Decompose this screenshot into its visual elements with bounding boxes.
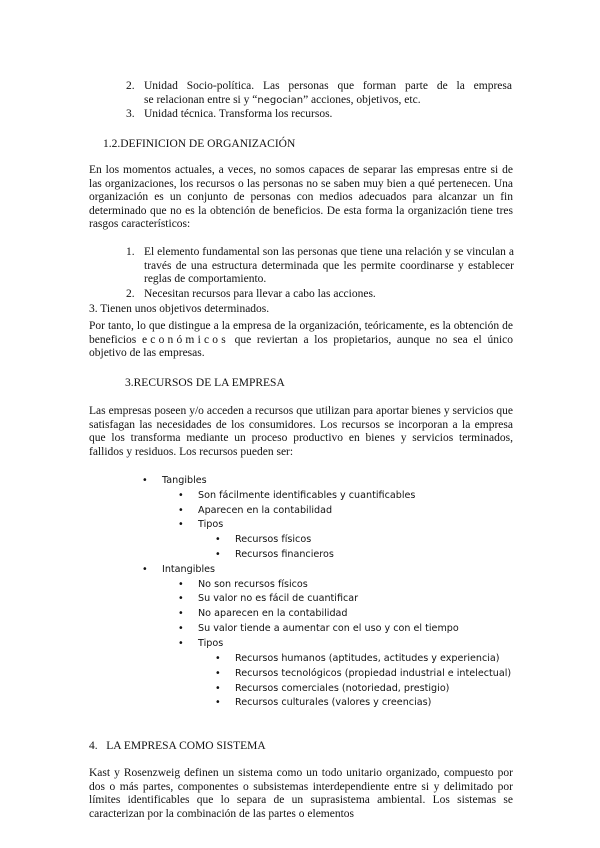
list-item-label: Recursos culturales (valores y creencias): [235, 697, 432, 708]
paragraph-organizacion: En los momentos actuales, a veces, no somos capaces de separar las empresas entre si de las organizaciones, los recursos o las personas no se saben muy bien a qué pertenecen. Una organización es un conjunto de personas con medios adecuados para alcanzar un fin determinado que no es la obtención de beneficios. De esta forma la organización tiene tres rasgos característicos:: [89, 164, 513, 231]
bullet-icon: •: [178, 608, 184, 619]
bullet-icon: •: [178, 638, 184, 649]
list-item-label: No son recursos físicos: [198, 579, 308, 590]
bullet-icon: •: [215, 697, 221, 708]
text-segment: se relacionan entre si y “: [144, 93, 258, 106]
bullet-icon: •: [178, 490, 184, 501]
section-heading: 3.RECURSOS DE LA EMPRESA: [125, 377, 285, 389]
list-item-label: Tipos: [198, 638, 224, 649]
bullet-icon: •: [178, 519, 184, 530]
section-heading: 4. LA EMPRESA COMO SISTEMA: [89, 740, 266, 752]
list-item-label: Intangibles: [162, 564, 216, 575]
list-item-label: Recursos comerciales (notoriedad, prestigio): [235, 683, 450, 694]
list-item-label: Recursos tecnológicos (propiedad industrial e intelectual): [235, 668, 512, 679]
text-segment: ” acciones, objetivos, etc.: [303, 93, 421, 106]
text-segment: Por tanto, lo que distingue a la empresa de la organización, teóricamente, es la obtención de beneficios: [89, 320, 513, 346]
bullet-icon: •: [142, 475, 148, 486]
list-item-objetivos: 3. Tienen unos objetivos determinados.: [89, 303, 270, 315]
list-item-label: Son fácilmente identificables y cuantificables: [198, 490, 416, 501]
list-number: 1.: [126, 246, 135, 258]
bullet-icon: •: [215, 668, 221, 679]
list-number: 3.: [126, 108, 135, 120]
text-segment: que reviertan a los propietarios, aunque no sea el único objetivo de las empresas.: [89, 333, 513, 360]
bullet-icon: •: [178, 579, 184, 590]
list-item-label: Recursos humanos (aptitudes, actitudes y experiencia): [235, 653, 500, 664]
bullet-icon: •: [215, 549, 221, 560]
bullet-icon: •: [215, 683, 221, 694]
list-item-text: El elemento fundamental son las personas que tiene una relación y se vinculan a través de una estructura determinada que les permite coordinarse y establecer reglas de comportamiento.: [144, 246, 514, 286]
bullet-icon: •: [142, 564, 148, 575]
spaced-word: económicos: [141, 333, 229, 346]
bullet-icon: •: [178, 623, 184, 634]
list-item-text: Necesitan recursos para llevar a cabo las acciones.: [144, 288, 376, 300]
bullet-icon: •: [178, 505, 184, 516]
list-item-label: No aparecen en la contabilidad: [198, 608, 348, 619]
highlighted-word: negocian: [257, 94, 304, 106]
list-item-label: Su valor no es fácil de cuantificar: [198, 593, 359, 604]
list-number: 2.: [126, 288, 135, 300]
list-item-text: Unidad técnica. Transforma los recursos.: [144, 108, 333, 120]
section-heading: 1.2.DEFINICION DE ORGANIZACIÓN: [103, 138, 296, 150]
list-item-line: Unidad Socio-política. Las personas que forman parte de la empresa: [144, 80, 512, 92]
bullet-icon: •: [178, 593, 184, 604]
bullet-icon: •: [215, 653, 221, 664]
paragraph-sistema: Kast y Rosenzweig definen un sistema como un todo unitario organizado, compuesto por dos o más partes, componentes o subsistemas interdependiente entre si y delimitado por límites identificables que lo separa de un suprasistema ambiental. Los sistemas se caracterizan por la combinación de las partes o elementos: [89, 767, 513, 820]
list-item-label: Aparecen en la contabilidad: [198, 505, 333, 516]
bullet-icon: •: [215, 534, 221, 545]
list-item-label: Su valor tiende a aumentar con el uso y con el tiempo: [198, 623, 459, 634]
list-item-label: Tangibles: [162, 475, 207, 486]
list-item-label: Recursos físicos: [235, 534, 312, 545]
list-number: 2.: [126, 80, 135, 92]
list-item-label: Recursos financieros: [235, 549, 334, 560]
paragraph-recursos: Las empresas poseen y/o acceden a recursos que utilizan para aportar bienes y servicios que satisfagan las necesidades de los consumidores. Los recursos se incorporan a la empresa que los transforma mediante un proceso productivo en bienes y servicios terminados, fallidos y residuos. Los recursos pueden ser:: [89, 405, 513, 458]
list-item-label: Tipos: [198, 519, 224, 530]
